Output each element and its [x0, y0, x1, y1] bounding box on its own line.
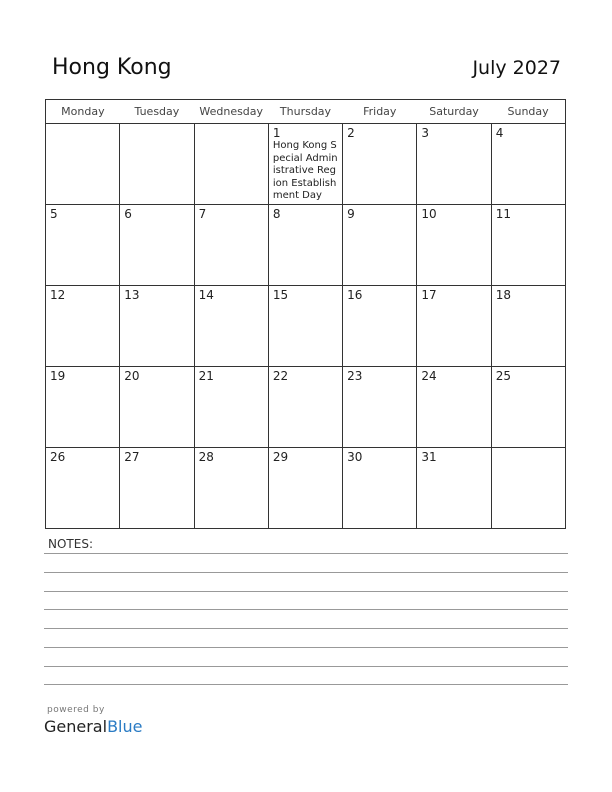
calendar-month: July 2027 — [472, 57, 561, 79]
weekday-header: Saturday — [417, 100, 491, 124]
day-number: 25 — [495, 369, 511, 383]
notes-label: NOTES: — [48, 537, 93, 551]
note-line — [44, 591, 568, 592]
calendar-day-cell — [194, 286, 268, 367]
calendar-week-row — [46, 367, 566, 448]
note-line — [44, 647, 568, 648]
calendar-day-cell — [194, 205, 268, 286]
calendar-day-cell — [343, 367, 417, 448]
day-number: 16 — [347, 288, 363, 302]
calendar-day-cell — [268, 286, 342, 367]
calendar-day-cell — [194, 448, 268, 529]
day-number: 22 — [272, 369, 289, 383]
day-number: 9 — [347, 207, 355, 221]
weekday-header: Sunday — [491, 100, 565, 124]
calendar-day-cell — [491, 448, 565, 529]
calendar-day-cell — [343, 124, 417, 205]
calendar-day-cell — [268, 448, 342, 529]
day-number: 7 — [198, 207, 207, 221]
calendar-day-cell — [120, 124, 194, 205]
calendar-day-cell — [120, 286, 194, 367]
day-number: 26 — [50, 450, 66, 464]
day-number: 27 — [124, 450, 140, 464]
brand-general: General — [44, 717, 108, 736]
day-number: 3 — [421, 126, 430, 140]
note-line — [44, 553, 568, 554]
weekday-header: Thursday — [268, 100, 342, 124]
brand-logo[interactable] — [44, 717, 142, 736]
weekday-header: Wednesday — [194, 100, 268, 124]
day-number: 12 — [50, 288, 66, 302]
calendar-day-cell — [120, 367, 194, 448]
calendar-day-cell — [46, 205, 120, 286]
note-line — [44, 666, 568, 667]
day-number: 24 — [421, 369, 437, 383]
weekday-header: Tuesday — [120, 100, 194, 124]
calendar-day-cell — [46, 367, 120, 448]
calendar-day-cell — [46, 124, 120, 205]
calendar-day-cell — [268, 367, 342, 448]
calendar-day-cell — [417, 448, 491, 529]
calendar-day-cell — [194, 124, 268, 205]
calendar-grid — [45, 99, 566, 529]
day-number: 11 — [495, 207, 511, 221]
calendar-week-row — [46, 286, 566, 367]
day-number: 14 — [198, 288, 214, 302]
note-line — [44, 628, 568, 629]
calendar-day-cell — [491, 124, 565, 205]
calendar-day-cell — [491, 205, 565, 286]
calendar-day-cell — [491, 286, 565, 367]
calendar-day-cell — [417, 286, 491, 367]
calendar-day-cell — [268, 124, 342, 205]
calendar-day-cell — [491, 367, 565, 448]
calendar-day-cell — [417, 124, 491, 205]
weekday-header: Monday — [46, 100, 120, 124]
note-line — [44, 684, 568, 685]
day-number: 29 — [272, 450, 289, 464]
calendar-day-cell — [120, 448, 194, 529]
day-number: 1 — [272, 126, 281, 140]
powered-by-label: powered by — [47, 705, 105, 715]
day-number: 8 — [272, 207, 281, 221]
day-number: 5 — [50, 207, 58, 221]
holiday-note: Hong Kong Special Administrative Region Establishment Day — [272, 140, 338, 201]
calendar-day-cell — [343, 286, 417, 367]
calendar-day-cell — [417, 205, 491, 286]
calendar-day-cell — [46, 286, 120, 367]
day-number: 4 — [495, 126, 504, 140]
day-number: 31 — [421, 450, 437, 464]
calendar-day-cell — [343, 205, 417, 286]
day-number: 13 — [124, 288, 140, 302]
calendar-day-cell — [343, 448, 417, 529]
calendar-week-row — [46, 205, 566, 286]
calendar-week-row — [46, 448, 566, 529]
weekday-header-row — [46, 100, 566, 124]
calendar-day-cell — [268, 205, 342, 286]
calendar-day-cell — [46, 448, 120, 529]
day-number: 30 — [347, 450, 363, 464]
day-number: 10 — [421, 207, 437, 221]
day-number: 23 — [347, 369, 363, 383]
calendar-day-cell — [417, 367, 491, 448]
calendar-day-cell — [120, 205, 194, 286]
calendar-day-cell — [194, 367, 268, 448]
day-number: 28 — [198, 450, 214, 464]
day-number: 18 — [495, 288, 511, 302]
weekday-header: Friday — [343, 100, 417, 124]
note-line — [44, 609, 568, 610]
day-number: 17 — [421, 288, 437, 302]
day-number: 2 — [347, 126, 355, 140]
note-line — [44, 572, 568, 573]
calendar-title: Hong Kong — [52, 55, 172, 80]
day-number: 6 — [124, 207, 132, 221]
calendar-week-row — [46, 124, 566, 205]
day-number: 15 — [272, 288, 289, 302]
day-number: 20 — [124, 369, 140, 383]
day-number: 21 — [198, 369, 214, 383]
day-number: 19 — [50, 369, 66, 383]
brand-blue: Blue — [107, 717, 143, 736]
